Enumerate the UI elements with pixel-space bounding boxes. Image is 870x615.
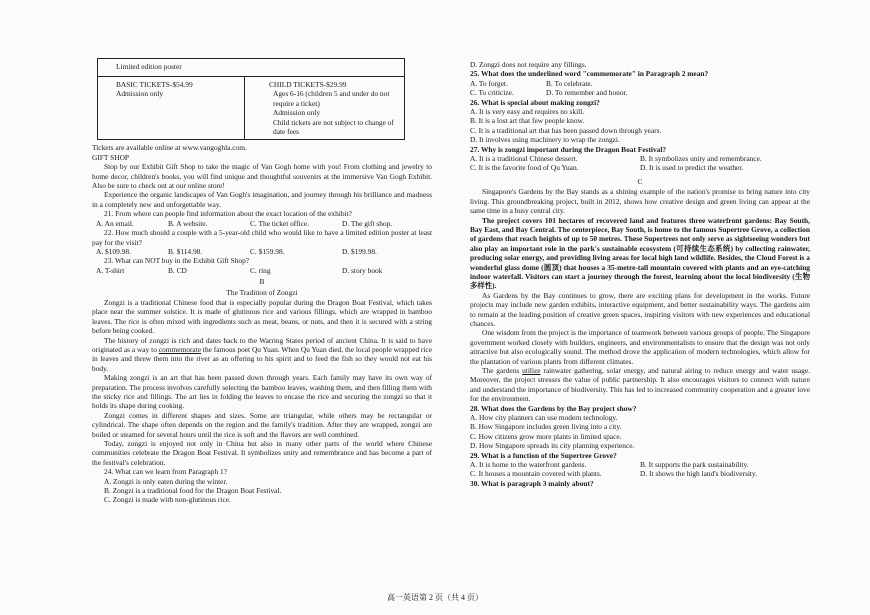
question-24: 24. What can we learn from Paragraph 1? [104, 467, 227, 477]
q25-option-a: A. To forget. [470, 78, 508, 88]
q25-option-b: B. To celebrate. [546, 78, 593, 88]
q21-option-d: D. The gift shop. [342, 218, 393, 228]
ticket-table-header: Limited edition poster [98, 59, 404, 77]
b-paragraph-1: Zongzi is a traditional Chinese food that is especially popular during the Dragon Boat Festival, which takes place near the summer solstice. It is made of glutinous rice and various fillings, which are wrapped in bamboo leaves. The rice is often mixed with ingredients such as meat, beans, or nuts, and then it is secured with a string before being cooked. [92, 297, 432, 336]
c-paragraph-1: Singapore's Gardens by the Bay stands as a shining example of the nation's promise to bring nature into city living. This groundbreaking project, built in 2012, shows how creative design and green living can appear at the same time in a busy central city. [470, 187, 810, 216]
q29-option-b: B. It supports the park sustainability. [640, 460, 749, 470]
q24-option-d: D. Zongzi does not require any fillings. [470, 60, 587, 69]
q25-option-c: C. To criticize. [470, 88, 514, 98]
child-ticket-note: Child tickets are not subject to change of date fees [273, 117, 394, 137]
ticket-table [97, 58, 405, 140]
b-paragraph-4: Zongzi comes in different shapes and sizes. Some are triangular, while others may be rectangular or cylindrical. The shape often depends on the region and the family's tradition. After they are wrapped, zongzi are boiled or steamed for several hours until the rice is soft and the flavors are well combined. [92, 410, 432, 439]
page-footer: 高一英语第 2 页（共 4 页） [387, 593, 483, 602]
q22-option-b: B. $114.98. [168, 246, 203, 256]
basic-ticket-price: BASIC TICKETS-$54.99 [116, 80, 193, 89]
q27-option-d: D. It is used to predict the weather. [640, 163, 744, 173]
basic-ticket-cell [98, 77, 245, 139]
q29-option-a: A. It is home to the waterfront gardens. [470, 460, 587, 470]
tickets-line: Tickets are available online at www.vangoghla.com. [92, 143, 247, 153]
question-21: 21. From where can people find information about the exact location of the exhibit? [104, 209, 352, 219]
gift-paragraph-1: Stop by our Exhibit Gift Shop to take the magic of Van Gogh home with you! From clothing and jewelry to home decor, children's books, you will find unique and thoughtful souvenirs at the immersive Van Gogh Exhibit. Also be sure to check out at our online store! [92, 162, 432, 191]
q25-option-d: D. To remember and honor. [546, 88, 628, 98]
q28-option-c: C. How citizens grow more plants in limited space. [470, 431, 622, 441]
q23-option-a: A. T-shirt [96, 265, 125, 275]
c-paragraph-4: One wisdom from the project is the importance of teamwork between various groups of people. The Singapore government worked closely with builders, engineers, and environmentalists to ensure that the design was not only attractive but also ecologically sound. The method drove the application of modern technologies, which allow for the plantation of various plants from different climates. [470, 328, 810, 366]
underlined-commemorate: commemorate [158, 344, 202, 354]
question-22: 22. How much should a couple with a 5-year-old child who would like to have a limited edition poster at least pay for the visit? [92, 228, 432, 247]
q25-options [470, 79, 810, 88]
question-23: 23. What can NOT buy in the Exhibit Gift Shop? [104, 256, 250, 266]
b-paragraph-5: Today, zongzi is enjoyed not only in China but also in many other parts of the world where Chinese communities celebrate the Dragon Boat Festival. It symbolizes unity and remembrance and has become a part of the festival's celebration. [92, 439, 432, 467]
q21-option-b: B. A website. [168, 218, 208, 228]
q27-option-b: B. It symbolizes unity and remembrance. [640, 154, 762, 164]
q28-option-b: B. How Singapore includes green living into a city. [470, 422, 622, 432]
section-b-label: B [259, 277, 265, 287]
q24-option-b: B. Zongzi is a traditional food for the Dragon Boat Festival. [104, 486, 282, 496]
q22-option-d: D. $199.98. [342, 246, 377, 256]
child-ticket-cell [245, 77, 404, 139]
c-paragraph-3: As Gardens by the Bay continues to grow, there are exciting plans for development in the works. Future projects may include new garden exhibits, interactive equipment, and better sustainability ways. The gardens aim to remain at the leading position of creative green spaces, inspiring visitors with new experiences and educational chances. [470, 290, 810, 328]
q26-option-b: B. It is a lost art that few people know. [470, 116, 585, 126]
left-column [92, 58, 432, 505]
question-29: 29. What is a function of the Supertree Grove? [470, 450, 617, 460]
question-27: 27. Why is zongzi important during the Dragon Boat Festival? [470, 144, 667, 154]
child-ticket-note: Admission only [273, 108, 321, 118]
b-paragraph-2: The history of zongzi is rich and dates back to the Warring States period of ancient China. It is said to have originated as a way to commemorate the famous poet Qu Yuan. When Qu Yuan died, the local people wrapped rice in leaves and threw them into the river as an offering to his spirit and to feed the fish so they would not eat his body. [92, 335, 432, 373]
q23-options [92, 266, 432, 275]
question-25: 25. What does the underlined word "commemorate" in Paragraph 2 mean? [470, 69, 709, 79]
q27-option-c: C. It is the favorite food of Qu Yuan. [470, 163, 579, 173]
q22-option-a: A. $109.98. [96, 246, 131, 256]
c-paragraph-2: The project covers 101 hectares of recovered land and features three waterfront gardens: Bay South, Bay East, and Bay Central. The centerpiece, Bay South, is home to the famous Supertree Grove, a collection of gardens that reach heights of up to 50 metres. These Supertrees not only serve as sightseeing wonders but also play an important role in the park's sustainable ecosystem (可持续生态系统) by collecting rainwater, producing solar energy, and providing living areas for local high land wildlife. Besides, the Cloud Forest is a wonderful glass dome (圆顶) that houses a 35-metre-tall mountain covered with plants and an eye-catching indoor waterfall. Visitors can start a journey through the forest, learning about the local biodiversity (生物多样性). [470, 215, 810, 291]
q28-option-d: D. How Singapore spreads its city planning experience. [470, 441, 635, 451]
q24-option-c: C. Zongzi is made with non-glutinous rice. [104, 495, 231, 505]
gift-shop-heading: GIFT SHOP [92, 152, 130, 162]
q24-option-a: A. Zongzi is only eaten during the winter. [104, 476, 228, 486]
q26-option-a: A. It is very easy and requires no skill. [470, 107, 585, 117]
q26-option-d: D. It involves using machinery to wrap the zongzi. [470, 135, 620, 145]
right-column [470, 60, 810, 488]
q22-options [92, 247, 432, 256]
q28-option-a: A. How city planners can use modern technology. [470, 413, 618, 423]
b-paragraph-3: Making zongzi is an art that has been passed down through years. Each family may have its own way of preparation. The process involves carefully selecting the bamboo leaves, washing them, and then filling them with the sticky rice and fillings. The art lies in folding the leaves to encase the rice and securing the zongzi so that it holds its shape during cooking. [92, 373, 432, 411]
question-30: 30. What is paragraph 3 mainly about? [470, 478, 594, 488]
q29-option-d: D. It shows the high land's biodiversity. [640, 469, 758, 479]
question-26: 26. What is special about making zongzi? [470, 97, 600, 107]
q21-options [92, 219, 432, 228]
gift-paragraph-2: Experience the organic landscapes of Van Gogh's imagination, and journey through his brilliance and madness in a completely new and unforgettable way. [92, 190, 432, 209]
q23-option-d: D. story book [342, 265, 383, 275]
question-28: 28. What does the Gardens by the Bay project show? [470, 403, 637, 413]
basic-ticket-note: Admission only [116, 89, 164, 99]
q23-option-b: B. CD [168, 265, 187, 275]
q26-option-c: C. It is a traditional art that has been passed down through years. [470, 125, 662, 135]
c-paragraph-5: The gardens utilize rainwater gathering, solar energy, and natural airing to reduce energy and water usage. Moreover, the project stresses the value of public partnership. It also encourages visitors to connect with nature and understand the importance of biodiversity. This has led to increased community cooperation and a greater love for the environment. [470, 366, 810, 404]
q21-option-a: A. An email. [96, 218, 134, 228]
q22-option-c: C. $159.98. [250, 246, 285, 256]
section-b-title: The Tradition of Zongzi [226, 287, 298, 297]
q27-option-a: A. It is a traditional Chinese dessert. [470, 154, 578, 164]
q21-option-c: C. The ticket office. [250, 218, 310, 228]
q23-option-c: C. ring [250, 265, 271, 275]
q29-option-c: C. It houses a mountain covered with plants. [470, 469, 602, 479]
child-ticket-note: Ages 6-16 (children 5 and under do not require a ticket) [273, 89, 390, 108]
section-c-label: C [637, 176, 643, 186]
child-ticket-price: CHILD TICKETS-$29.99 [269, 80, 347, 89]
underlined-utilize: utilize [522, 366, 541, 375]
